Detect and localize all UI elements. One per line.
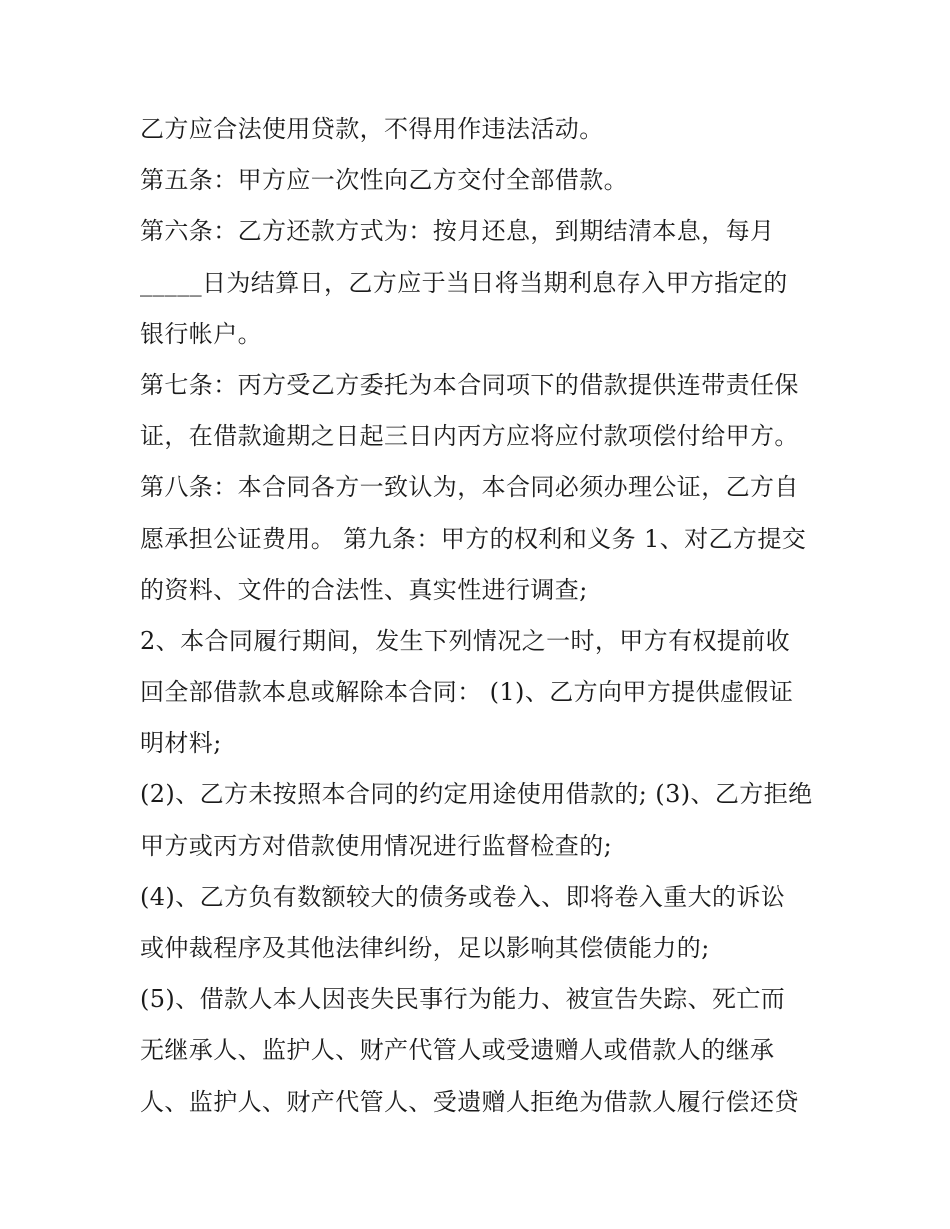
text-line: 2、本合同履行期间，发生下列情况之一时，甲方有权提前收: [140, 626, 791, 655]
text-line: 明材料;: [140, 729, 222, 758]
text-line: 的资料、文件的合法性、真实性进行调查;: [140, 575, 588, 604]
contract-text-body: [140, 104, 820, 1128]
text-line: 甲方或丙方对借款使用情况进行监督检查的;: [140, 831, 613, 860]
text-line: 银行帐户。: [140, 319, 262, 348]
text-line: 无继承人、监护人、财产代管人或受遗赠人或借款人的继承: [140, 1036, 775, 1065]
text-line: 人、监护人、财产代管人、受遗赠人拒绝为借款人履行偿还贷: [140, 1087, 799, 1116]
text-line: 第八条：本合同各方一致认为，本合同必须办理公证，乙方自: [140, 473, 799, 502]
text-line: (5)、借款人本人因丧失民事行为能力、被宣告失踪、死亡而: [140, 985, 786, 1014]
text-line: 第五条：甲方应一次性向乙方交付全部借款。: [140, 166, 628, 195]
text-line: 证，在借款逾期之日起三日内丙方应将应付款项偿付给甲方。: [140, 422, 799, 451]
text-line: 第六条：乙方还款方式为：按月还息，到期结清本息，每月: [140, 217, 775, 246]
text-line: (2)、乙方未按照本合同的约定用途使用借款的; (3)、乙方拒绝: [140, 780, 813, 809]
text-line: (4)、乙方负有数额较大的债务或卷入、即将卷入重大的诉讼: [140, 882, 786, 911]
text-line: 愿承担公证费用。 第九条：甲方的权利和义务 1、对乙方提交: [140, 524, 807, 553]
text-line: 乙方应合法使用贷款，不得用作违法活动。: [140, 115, 604, 143]
text-line: 回全部借款本息或解除本合同： (1)、乙方向甲方提供虚假证: [140, 678, 794, 707]
text-line: 第七条：丙方受乙方委托为本合同项下的借款提供连带责任保: [140, 370, 799, 399]
text-line: 或仲裁程序及其他法律纠纷，足以影响其偿债能力的;: [140, 934, 710, 962]
text-line: _____日为结算日，乙方应于当日将当期利息存入甲方指定的: [140, 268, 788, 297]
